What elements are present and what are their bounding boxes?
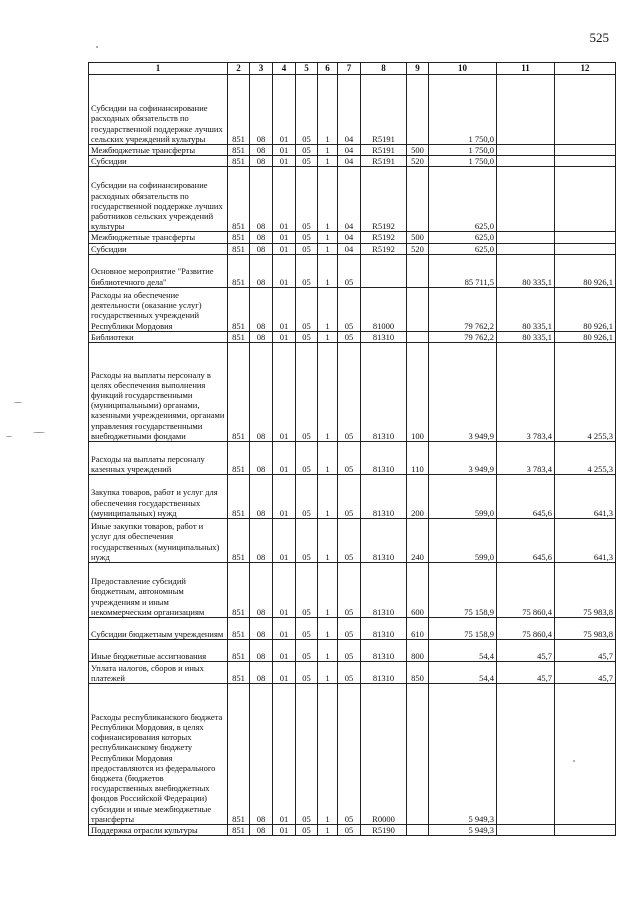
cell-amount-2020: 45,7 xyxy=(497,662,555,684)
cell-subsection: 01 xyxy=(273,287,296,331)
cell-event: 05 xyxy=(338,825,361,836)
cell-subsection: 01 xyxy=(273,343,296,442)
table-row xyxy=(89,156,616,167)
cell-expense-type: 850 xyxy=(407,662,429,684)
cell-ministry: 851 xyxy=(228,825,250,836)
table-row xyxy=(89,684,616,825)
cell-amount-2021: 45,7 xyxy=(555,662,616,684)
row-description: Поддержка отрасли культуры xyxy=(89,825,228,836)
row-description: Основное мероприятие "Развитие библиотечного дела" xyxy=(89,254,228,287)
column-header: 8 xyxy=(361,63,407,75)
cell-program: 05 xyxy=(296,232,318,243)
cell-target-article: 81310 xyxy=(361,519,407,563)
cell-target-article: 81310 xyxy=(361,331,407,342)
cell-subprogram: 1 xyxy=(318,519,338,563)
cell-subprogram: 1 xyxy=(318,243,338,254)
cell-amount-2021 xyxy=(555,825,616,836)
cell-program: 05 xyxy=(296,75,318,145)
cell-subsection: 01 xyxy=(273,618,296,640)
cell-target-article: 81310 xyxy=(361,343,407,442)
cell-amount-2019: 5 949,3 xyxy=(429,825,497,836)
cell-expense-type xyxy=(407,75,429,145)
cell-section: 08 xyxy=(250,167,273,232)
cell-amount-2020: 80 335,1 xyxy=(497,287,555,331)
row-description: Субсидии xyxy=(89,156,228,167)
cell-target-article xyxy=(361,254,407,287)
cell-program: 05 xyxy=(296,519,318,563)
cell-subsection: 01 xyxy=(273,475,296,519)
cell-event: 05 xyxy=(338,343,361,442)
cell-target-article: 81000 xyxy=(361,287,407,331)
cell-expense-type: 500 xyxy=(407,145,429,156)
cell-subsection: 01 xyxy=(273,145,296,156)
cell-target-article: 81310 xyxy=(361,442,407,475)
cell-ministry: 851 xyxy=(228,75,250,145)
cell-expense-type: 110 xyxy=(407,442,429,475)
row-description: Уплата налогов, сборов и иных платежей xyxy=(89,662,228,684)
row-description: Субсидии на софинансирование расходных обязательств по государственной поддержке лучших сельских учреждений культуры xyxy=(89,75,228,145)
cell-section: 08 xyxy=(250,75,273,145)
header-row xyxy=(89,63,616,75)
cell-amount-2019: 3 949,9 xyxy=(429,442,497,475)
cell-amount-2019: 599,0 xyxy=(429,519,497,563)
cell-subprogram: 1 xyxy=(318,640,338,662)
cell-amount-2020 xyxy=(497,825,555,836)
cell-expense-type: 100 xyxy=(407,343,429,442)
cell-program: 05 xyxy=(296,640,318,662)
scan-speck xyxy=(6,436,12,437)
cell-subsection: 01 xyxy=(273,254,296,287)
cell-section: 08 xyxy=(250,254,273,287)
cell-amount-2021: 4 255,3 xyxy=(555,343,616,442)
column-header: 6 xyxy=(318,63,338,75)
cell-ministry: 851 xyxy=(228,563,250,618)
cell-amount-2020: 75 860,4 xyxy=(497,563,555,618)
cell-program: 05 xyxy=(296,442,318,475)
cell-amount-2019: 79 762,2 xyxy=(429,331,497,342)
column-header: 4 xyxy=(273,63,296,75)
cell-subprogram: 1 xyxy=(318,254,338,287)
cell-program: 05 xyxy=(296,684,318,825)
cell-event: 04 xyxy=(338,145,361,156)
cell-amount-2019: 5 949,3 xyxy=(429,684,497,825)
column-header: 9 xyxy=(407,63,429,75)
row-description: Расходы на выплаты персоналу в целях обеспечения выполнения функций государственными (муниципальными) органами, казенными учреждениями, органами управления государственными внебюджетными фондами xyxy=(89,343,228,442)
cell-amount-2021: 45,7 xyxy=(555,640,616,662)
table-row xyxy=(89,618,616,640)
cell-amount-2019: 54,4 xyxy=(429,640,497,662)
column-header: 10 xyxy=(429,63,497,75)
cell-event: 05 xyxy=(338,618,361,640)
page-number: 525 xyxy=(589,30,609,45)
cell-amount-2020 xyxy=(497,684,555,825)
cell-amount-2019: 1 750,0 xyxy=(429,75,497,145)
cell-ministry: 851 xyxy=(228,684,250,825)
cell-event: 04 xyxy=(338,75,361,145)
cell-amount-2021 xyxy=(555,167,616,232)
cell-amount-2019: 54,4 xyxy=(429,662,497,684)
cell-target-article: R5191 xyxy=(361,145,407,156)
cell-target-article: R0000 xyxy=(361,684,407,825)
cell-ministry: 851 xyxy=(228,442,250,475)
row-description: Субсидии xyxy=(89,243,228,254)
row-description: Субсидии на софинансирование расходных обязательств по государственной поддержке лучших работников сельских учреждений культуры xyxy=(89,167,228,232)
cell-subprogram: 1 xyxy=(318,287,338,331)
table-row xyxy=(89,475,616,519)
cell-target-article: 81310 xyxy=(361,563,407,618)
table-row xyxy=(89,243,616,254)
row-description: Межбюджетные трансферты xyxy=(89,145,228,156)
row-description: Закупка товаров, работ и услуг для обеспечения государственных (муниципальных) нужд xyxy=(89,475,228,519)
cell-program: 05 xyxy=(296,254,318,287)
cell-amount-2020 xyxy=(497,156,555,167)
cell-amount-2020: 80 335,1 xyxy=(497,331,555,342)
cell-amount-2021 xyxy=(555,75,616,145)
cell-amount-2021: 641,3 xyxy=(555,519,616,563)
cell-event: 05 xyxy=(338,331,361,342)
cell-ministry: 851 xyxy=(228,343,250,442)
cell-section: 08 xyxy=(250,825,273,836)
cell-target-article: 81310 xyxy=(361,662,407,684)
cell-amount-2019: 85 711,5 xyxy=(429,254,497,287)
cell-amount-2019: 79 762,2 xyxy=(429,287,497,331)
cell-subprogram: 1 xyxy=(318,75,338,145)
cell-ministry: 851 xyxy=(228,156,250,167)
cell-program: 05 xyxy=(296,662,318,684)
row-description: Иные закупки товаров, работ и услуг для обеспечения государственных (муниципальных) нужд xyxy=(89,519,228,563)
cell-subsection: 01 xyxy=(273,331,296,342)
cell-event: 04 xyxy=(338,156,361,167)
cell-section: 08 xyxy=(250,232,273,243)
table-row xyxy=(89,145,616,156)
cell-ministry: 851 xyxy=(228,662,250,684)
cell-amount-2019: 625,0 xyxy=(429,232,497,243)
cell-expense-type: 200 xyxy=(407,475,429,519)
cell-amount-2021 xyxy=(555,232,616,243)
cell-subprogram: 1 xyxy=(318,442,338,475)
column-header: 5 xyxy=(296,63,318,75)
row-description: Предоставление субсидий бюджетным, автономным учреждениям и иным некоммерческим организациям xyxy=(89,563,228,618)
cell-subsection: 01 xyxy=(273,563,296,618)
cell-event: 05 xyxy=(338,662,361,684)
column-header: 1 xyxy=(89,63,228,75)
cell-subsection: 01 xyxy=(273,640,296,662)
cell-amount-2019: 75 158,9 xyxy=(429,563,497,618)
table-row xyxy=(89,519,616,563)
cell-target-article: R5191 xyxy=(361,75,407,145)
cell-amount-2021: 641,3 xyxy=(555,475,616,519)
row-description: Иные бюджетные ассигнования xyxy=(89,640,228,662)
cell-amount-2020: 3 783,4 xyxy=(497,343,555,442)
cell-amount-2019: 1 750,0 xyxy=(429,156,497,167)
cell-amount-2021: 80 926,1 xyxy=(555,254,616,287)
column-header: 7 xyxy=(338,63,361,75)
cell-expense-type: 500 xyxy=(407,232,429,243)
cell-section: 08 xyxy=(250,662,273,684)
cell-event: 05 xyxy=(338,684,361,825)
cell-event: 05 xyxy=(338,254,361,287)
cell-expense-type: 520 xyxy=(407,243,429,254)
table-row xyxy=(89,287,616,331)
cell-target-article: R5190 xyxy=(361,825,407,836)
cell-ministry: 851 xyxy=(228,287,250,331)
cell-subprogram: 1 xyxy=(318,662,338,684)
cell-section: 08 xyxy=(250,519,273,563)
cell-amount-2020 xyxy=(497,232,555,243)
cell-amount-2019: 75 158,9 xyxy=(429,618,497,640)
cell-amount-2021 xyxy=(555,684,616,825)
cell-program: 05 xyxy=(296,331,318,342)
cell-subprogram: 1 xyxy=(318,825,338,836)
cell-ministry: 851 xyxy=(228,167,250,232)
cell-subprogram: 1 xyxy=(318,684,338,825)
table-row xyxy=(89,75,616,145)
table-row xyxy=(89,331,616,342)
cell-subprogram: 1 xyxy=(318,167,338,232)
table-row xyxy=(89,563,616,618)
cell-amount-2020 xyxy=(497,167,555,232)
cell-amount-2021: 75 983,8 xyxy=(555,618,616,640)
cell-section: 08 xyxy=(250,243,273,254)
cell-subsection: 01 xyxy=(273,232,296,243)
cell-subprogram: 1 xyxy=(318,232,338,243)
cell-program: 05 xyxy=(296,343,318,442)
cell-expense-type xyxy=(407,684,429,825)
cell-event: 04 xyxy=(338,167,361,232)
cell-subsection: 01 xyxy=(273,156,296,167)
cell-subprogram: 1 xyxy=(318,331,338,342)
cell-expense-type xyxy=(407,331,429,342)
cell-subprogram: 1 xyxy=(318,563,338,618)
cell-target-article: 81310 xyxy=(361,475,407,519)
table-row xyxy=(89,640,616,662)
cell-expense-type xyxy=(407,167,429,232)
cell-section: 08 xyxy=(250,145,273,156)
table-row xyxy=(89,442,616,475)
cell-ministry: 851 xyxy=(228,519,250,563)
cell-amount-2021: 80 926,1 xyxy=(555,287,616,331)
row-description: Библиотеки xyxy=(89,331,228,342)
cell-amount-2020: 45,7 xyxy=(497,640,555,662)
cell-ministry: 851 xyxy=(228,232,250,243)
cell-program: 05 xyxy=(296,145,318,156)
cell-expense-type: 520 xyxy=(407,156,429,167)
cell-subsection: 01 xyxy=(273,519,296,563)
cell-expense-type: 600 xyxy=(407,563,429,618)
cell-program: 05 xyxy=(296,287,318,331)
cell-expense-type: 240 xyxy=(407,519,429,563)
row-description: Межбюджетные трансферты xyxy=(89,232,228,243)
cell-section: 08 xyxy=(250,475,273,519)
cell-program: 05 xyxy=(296,618,318,640)
cell-subprogram: 1 xyxy=(318,156,338,167)
cell-ministry: 851 xyxy=(228,618,250,640)
cell-amount-2021: 75 983,8 xyxy=(555,563,616,618)
cell-amount-2020: 645,6 xyxy=(497,519,555,563)
cell-target-article: R5192 xyxy=(361,167,407,232)
cell-ministry: 851 xyxy=(228,243,250,254)
cell-amount-2020 xyxy=(497,145,555,156)
cell-program: 05 xyxy=(296,563,318,618)
cell-section: 08 xyxy=(250,563,273,618)
scan-speck xyxy=(96,46,98,48)
cell-event: 05 xyxy=(338,640,361,662)
cell-event: 05 xyxy=(338,442,361,475)
cell-ministry: 851 xyxy=(228,475,250,519)
cell-amount-2019: 625,0 xyxy=(429,167,497,232)
cell-amount-2020: 80 335,1 xyxy=(497,254,555,287)
cell-subsection: 01 xyxy=(273,167,296,232)
table-row xyxy=(89,825,616,836)
cell-subprogram: 1 xyxy=(318,343,338,442)
cell-event: 05 xyxy=(338,287,361,331)
cell-amount-2021: 4 255,3 xyxy=(555,442,616,475)
column-header: 3 xyxy=(250,63,273,75)
cell-subprogram: 1 xyxy=(318,618,338,640)
cell-ministry: 851 xyxy=(228,331,250,342)
cell-amount-2019: 599,0 xyxy=(429,475,497,519)
column-header: 12 xyxy=(555,63,616,75)
cell-target-article: R5192 xyxy=(361,243,407,254)
cell-program: 05 xyxy=(296,156,318,167)
table-row xyxy=(89,167,616,232)
cell-expense-type: 610 xyxy=(407,618,429,640)
cell-subsection: 01 xyxy=(273,75,296,145)
cell-section: 08 xyxy=(250,156,273,167)
cell-section: 08 xyxy=(250,684,273,825)
table-row xyxy=(89,343,616,442)
cell-expense-type xyxy=(407,287,429,331)
budget-table xyxy=(88,62,616,836)
table-row xyxy=(89,232,616,243)
cell-event: 05 xyxy=(338,519,361,563)
cell-section: 08 xyxy=(250,618,273,640)
cell-amount-2019: 3 949,9 xyxy=(429,343,497,442)
cell-amount-2020 xyxy=(497,75,555,145)
scan-speck xyxy=(33,432,45,433)
column-header: 2 xyxy=(228,63,250,75)
cell-program: 05 xyxy=(296,825,318,836)
cell-expense-type xyxy=(407,254,429,287)
cell-subsection: 01 xyxy=(273,662,296,684)
cell-amount-2020 xyxy=(497,243,555,254)
cell-subsection: 01 xyxy=(273,442,296,475)
cell-amount-2019: 1 750,0 xyxy=(429,145,497,156)
row-description: Субсидии бюджетным учреждениям xyxy=(89,618,228,640)
cell-target-article: R5191 xyxy=(361,156,407,167)
cell-amount-2020: 75 860,4 xyxy=(497,618,555,640)
cell-section: 08 xyxy=(250,287,273,331)
cell-section: 08 xyxy=(250,640,273,662)
cell-event: 04 xyxy=(338,232,361,243)
cell-target-article: 81310 xyxy=(361,640,407,662)
cell-ministry: 851 xyxy=(228,640,250,662)
cell-event: 05 xyxy=(338,475,361,519)
cell-subsection: 01 xyxy=(273,243,296,254)
cell-event: 05 xyxy=(338,563,361,618)
cell-ministry: 851 xyxy=(228,254,250,287)
cell-amount-2021 xyxy=(555,243,616,254)
cell-amount-2020: 645,6 xyxy=(497,475,555,519)
cell-amount-2020: 3 783,4 xyxy=(497,442,555,475)
cell-subprogram: 1 xyxy=(318,475,338,519)
scan-speck xyxy=(14,402,22,403)
cell-amount-2021 xyxy=(555,145,616,156)
row-description: Расходы на обеспечение деятельности (оказание услуг) государственных учреждений Республики Мордовия xyxy=(89,287,228,331)
row-description: Расходы республиканского бюджета Республики Мордовия, в целях софинансирования которых республиканскому бюджету Республики Мордовия предоставляются из федерального бюджета (бюджетов государственных внебюджетных фондов Российской Федерации) субсидии и иные межбюджетные трансферты xyxy=(89,684,228,825)
cell-expense-type xyxy=(407,825,429,836)
cell-amount-2019: 625,0 xyxy=(429,243,497,254)
cell-subprogram: 1 xyxy=(318,145,338,156)
row-description: Расходы на выплаты персоналу казенных учреждений xyxy=(89,442,228,475)
cell-program: 05 xyxy=(296,243,318,254)
cell-target-article: 81310 xyxy=(361,618,407,640)
cell-expense-type: 800 xyxy=(407,640,429,662)
cell-section: 08 xyxy=(250,343,273,442)
cell-section: 08 xyxy=(250,331,273,342)
cell-amount-2021 xyxy=(555,156,616,167)
cell-target-article: R5192 xyxy=(361,232,407,243)
cell-amount-2021: 80 926,1 xyxy=(555,331,616,342)
cell-program: 05 xyxy=(296,475,318,519)
cell-subsection: 01 xyxy=(273,825,296,836)
scan-speck xyxy=(573,760,575,762)
table-row xyxy=(89,662,616,684)
cell-event: 04 xyxy=(338,243,361,254)
cell-program: 05 xyxy=(296,167,318,232)
cell-ministry: 851 xyxy=(228,145,250,156)
cell-section: 08 xyxy=(250,442,273,475)
table-row xyxy=(89,254,616,287)
cell-subsection: 01 xyxy=(273,684,296,825)
column-header: 11 xyxy=(497,63,555,75)
